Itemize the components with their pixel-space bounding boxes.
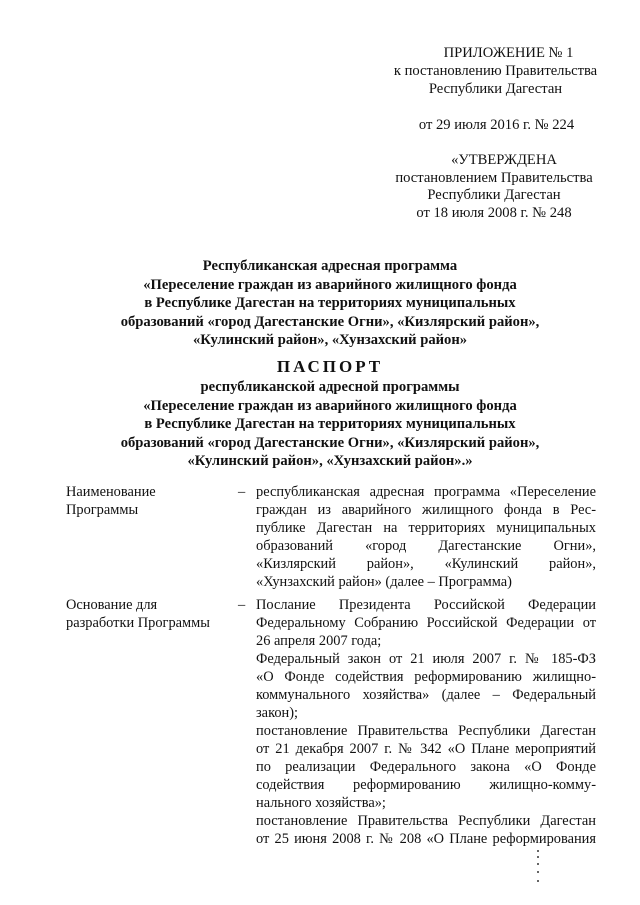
row-content-line: нального хозяйства»; <box>256 795 386 811</box>
approved-title: «УТВЕРЖДЕНА <box>451 152 557 168</box>
row-content-line: от 21 декабря 2007 г. № 342 «О Плане мероприятий <box>256 741 596 757</box>
row-content-line: содействия реформированию жилищно-комму- <box>256 777 596 793</box>
row-content-line: постановление Правительства Республики Дагестан <box>256 723 596 739</box>
program-title-line: в Республике Дагестан на территориях муниципальных <box>144 295 516 312</box>
row-content <box>256 483 596 591</box>
row-label <box>66 483 226 519</box>
row-content-line: публике Дагестан на территориях муниципальных <box>256 520 596 536</box>
row-content-line: от 25 июня 2008 г. № 208 «О Плане реформирования <box>256 831 596 847</box>
row-content-line: Федеральному Собранию Российской Федерации от <box>256 615 596 631</box>
passport-line: в Республике Дагестан на территориях муниципальных <box>144 416 516 433</box>
appendix-date: от 29 июля 2016 г. № 224 <box>418 117 575 133</box>
appendix-header <box>388 44 603 134</box>
row-dash: – <box>238 597 246 613</box>
row-content-line: образований «город Дагестанские Огни», <box>256 538 596 554</box>
approved-header <box>385 152 603 222</box>
row-content-line: закон); <box>256 705 299 721</box>
row-content-line: «Хунзахский район» (далее – Программа) <box>256 574 512 590</box>
row-label-line: Основание для <box>66 597 158 613</box>
appendix-line: Республики Дагестан <box>428 81 563 97</box>
row-label <box>66 596 226 632</box>
appendix-line: к постановлению Правительства <box>393 63 598 79</box>
approved-date: от 18 июля 2008 г. № 248 <box>416 204 572 221</box>
row-content-line: коммунального хозяйства» (далее – Федеральный <box>256 687 596 703</box>
row-label-line: разработки Программы <box>66 615 210 631</box>
row-label-line: Наименование <box>66 484 156 500</box>
program-title-line: образований «город Дагестанские Огни», «Кизлярский район», <box>120 313 540 330</box>
row-content <box>256 596 596 848</box>
row-content-line: республиканская адресная программа «Переселение <box>256 484 596 500</box>
appendix-title: ПРИЛОЖЕНИЕ № 1 <box>443 45 574 61</box>
passport-heading: ПАСПОРТ <box>276 357 384 376</box>
passport-line: образований «город Дагестанские Огни», «Кизлярский район», <box>120 434 540 451</box>
row-content-line: граждан из аварийного жилищного фонда в Рес- <box>256 502 596 518</box>
approved-line: постановлением Правительства <box>395 169 593 186</box>
row-dash: – <box>238 484 246 500</box>
passport-line: «Переселение граждан из аварийного жилищного фонда <box>143 397 517 414</box>
passport-line: республиканской адресной программы <box>200 379 460 395</box>
row-label-line: Программы <box>66 502 139 518</box>
row-content-line: «Кизлярский район», «Кулинский район», <box>256 556 596 572</box>
row-content-line: «О Фонде содействия реформированию жилищно- <box>256 669 596 685</box>
row-content-line: Федеральный закон от 21 июля 2007 г. № 185-ФЗ <box>256 651 596 667</box>
row-content-line: постановление Правительства Республики Дагестан <box>256 813 596 829</box>
row-content-line: Послание Президента Российской Федерации <box>256 597 596 613</box>
passport-title <box>95 356 565 471</box>
row-content-line: 26 апреля 2007 года; <box>256 633 382 649</box>
passport-line: «Кулинский район», «Хунзахский район».» <box>187 453 473 470</box>
program-title-line: «Кулинский район», «Хунзахский район» <box>192 332 468 349</box>
approved-line: Республики Дагестан <box>427 187 561 204</box>
row-content-line: по реализации Федерального закона «О Фонде <box>256 759 596 775</box>
program-title-line: «Переселение граждан из аварийного жилищного фонда <box>143 276 517 293</box>
scan-mark <box>535 850 541 890</box>
program-title <box>95 257 565 350</box>
program-title-line: Республиканская адресная программа <box>202 258 458 274</box>
